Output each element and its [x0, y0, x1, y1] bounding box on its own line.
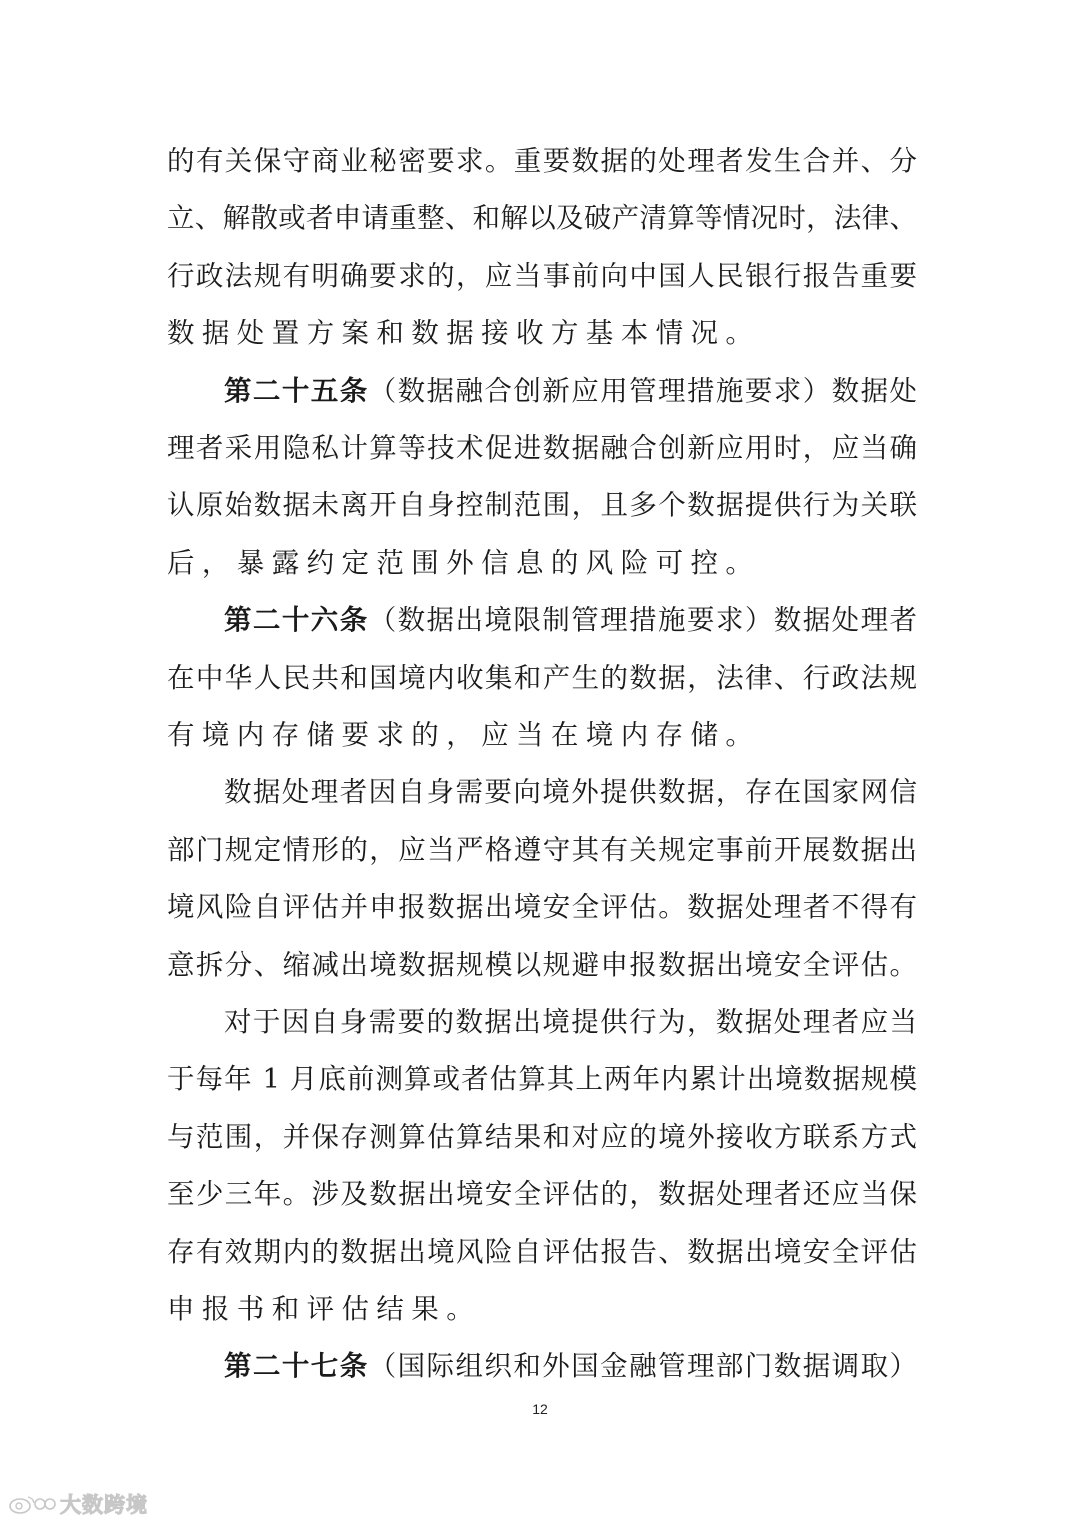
text-line: [167, 1178, 917, 1210]
text-line: [167, 202, 917, 234]
line-text: 的有关保守商业秘密要求。重要数据的处理者发生合并、分: [167, 145, 917, 177]
line-text: 认原始数据未离开自身控制范围，且多个数据提供行为关联: [167, 489, 917, 521]
line-text: 理者采用隐私计算等技术促进数据融合创新应用时，应当确: [167, 432, 917, 464]
line-text: 于每年 1 月底前测算或者估算其上两年内累计出境数据规模: [167, 1063, 917, 1095]
line-text: （数据融合创新应用管理措施要求）数据处: [368, 375, 918, 407]
text-line: [167, 891, 917, 923]
text-line: [224, 604, 918, 636]
text-line: [224, 1350, 918, 1382]
line-text: （数据出境限制管理措施要求）数据处理者: [368, 604, 918, 636]
weibo-logo-icon: [8, 1493, 56, 1515]
line-text: 立、解散或者申请重整、和解以及破产清算等情况时，法律、: [167, 202, 917, 234]
text-line: [224, 375, 918, 407]
text-line: [167, 834, 917, 866]
line-text: 对于因自身需要的数据出境提供行为，数据处理者应当: [224, 1006, 917, 1038]
watermark-text: 大数跨境: [60, 1493, 148, 1517]
page-number: 12: [532, 1401, 548, 1417]
line-text: 境风险自评估并申报数据出境安全评估。数据处理者不得有: [167, 891, 917, 923]
line-text: 后，暴露约定范围外信息的风险可控。: [167, 547, 761, 579]
text-line: [167, 489, 917, 521]
text-line: [167, 662, 917, 694]
line-text: 申报书和评估结果。: [167, 1293, 482, 1325]
text-line: [224, 776, 917, 808]
line-text: 数据处理者因自身需要向境外提供数据，存在国家网信: [224, 776, 917, 808]
text-line: [167, 949, 917, 981]
watermark: [8, 1490, 148, 1518]
text-line: [167, 317, 761, 349]
line-text: 部门规定情形的，应当严格遵守其有关规定事前开展数据出: [167, 834, 917, 866]
line-text: 至少三年。涉及数据出境安全评估的，数据处理者还应当保: [167, 1178, 917, 1210]
text-line: [167, 432, 917, 464]
line-text: （国际组织和外国金融管理部门数据调取）: [368, 1350, 918, 1382]
text-line: [167, 260, 917, 292]
line-text: 数据处置方案和数据接收方基本情况。: [167, 317, 761, 349]
text-line: [167, 1293, 482, 1325]
line-text: 有境内存储要求的，应当在境内存储。: [167, 719, 761, 751]
text-line: [224, 1006, 917, 1038]
text-line: [167, 547, 761, 579]
article-number: 第二十五条: [224, 375, 369, 407]
text-line: [167, 145, 917, 177]
line-text: 在中华人民共和国境内收集和产生的数据，法律、行政法规: [167, 662, 917, 694]
text-line: [167, 1236, 917, 1268]
text-line: [167, 1121, 917, 1153]
text-line: [167, 1063, 917, 1095]
line-text: 行政法规有明确要求的，应当事前向中国人民银行报告重要: [167, 260, 917, 292]
text-line: [167, 719, 761, 751]
line-text: 与范围，并保存测算估算结果和对应的境外接收方联系方式: [167, 1121, 917, 1153]
article-number: 第二十六条: [224, 604, 369, 636]
line-text: 存有效期内的数据出境风险自评估报告、数据出境安全评估: [167, 1236, 917, 1268]
line-text: 意拆分、缩减出境数据规模以规避申报数据出境安全评估。: [167, 949, 917, 981]
article-number: 第二十七条: [224, 1350, 369, 1382]
